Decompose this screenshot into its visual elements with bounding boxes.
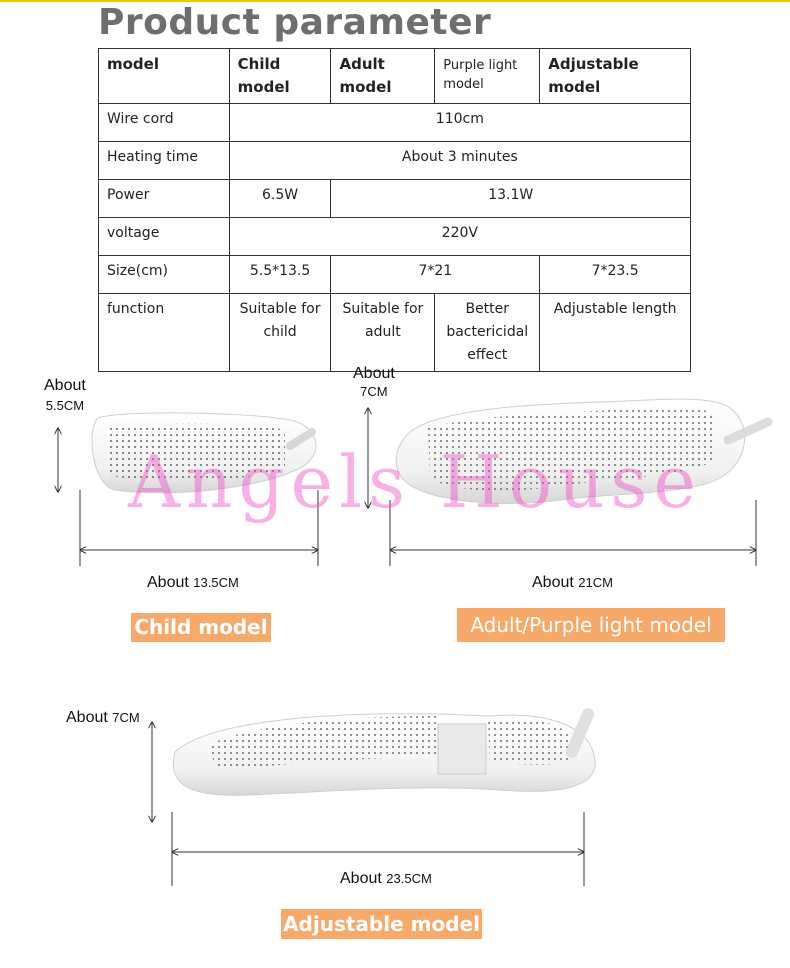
table-cell: 110cm (229, 104, 690, 142)
table-cell: 5.5*13.5 (229, 256, 331, 294)
table-cell: Suitable for child (229, 294, 331, 372)
adult-purple-model-badge: Adult/Purple light model (457, 608, 725, 642)
table-cell: Adjustable length (540, 294, 691, 372)
table-cell: function (99, 294, 230, 372)
table-cell: Adjustable model (540, 49, 691, 104)
table-cell: Heating time (99, 142, 230, 180)
table-cell: 220V (229, 218, 690, 256)
table-cell: 13.1W (331, 180, 691, 218)
child-model-badge: Child model (131, 613, 271, 642)
adjustable-dryer-image (173, 714, 595, 796)
table-cell: Power (99, 180, 230, 218)
table-cell: 7*21 (331, 256, 540, 294)
child-dryer-image (92, 413, 316, 493)
adult-dryer-image (396, 399, 768, 503)
table-cell: 7*23.5 (540, 256, 691, 294)
table-cell: model (99, 49, 230, 104)
table-cell: Purple light model (435, 49, 540, 104)
adult-width-label: About 21CM (532, 574, 613, 591)
table-cell: About 3 minutes (229, 142, 690, 180)
table-cell: Child model (229, 49, 331, 104)
adjustable-model-badge: Adjustable model (281, 909, 482, 939)
child-height-label: About 5.5CM (44, 377, 86, 413)
table-cell: Size(cm) (99, 256, 230, 294)
adjustable-width-label: About 23.5CM (340, 870, 432, 887)
adjustable-height-label: About 7CM (66, 709, 140, 726)
table-cell: voltage (99, 218, 230, 256)
table-cell: Wire cord (99, 104, 230, 142)
page-title: Product parameter (98, 2, 492, 43)
table-cell: Suitable for adult (331, 294, 435, 372)
child-width-label: About 13.5CM (147, 574, 239, 591)
watermark-text: Angels House (128, 440, 702, 524)
table-cell: Better bactericidal effect (435, 294, 540, 372)
table-cell: 6.5W (229, 180, 331, 218)
table-cell: Adult model (331, 49, 435, 104)
adult-height-label: About 7CM (353, 365, 395, 399)
